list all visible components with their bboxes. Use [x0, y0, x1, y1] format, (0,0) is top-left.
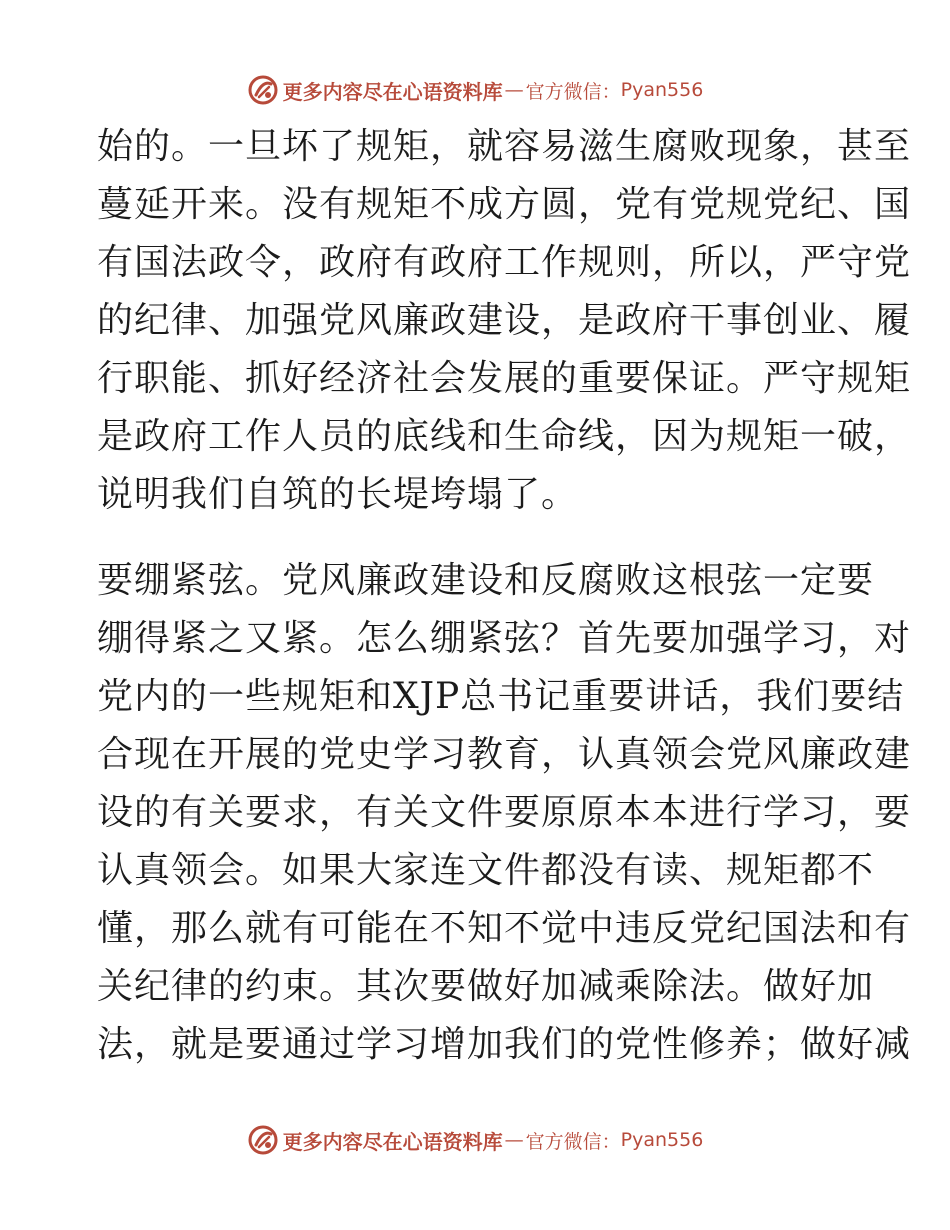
text-line: 懂，那么就有可能在不知不觉中违反党纪国法和有 [97, 908, 912, 949]
text-line: 设的有关要求，有关文件要原原本本进行学习，要 [97, 792, 912, 833]
text-line: 认真领会。如果大家连文件都没有读、规矩都不 [97, 850, 875, 891]
text-line: 的纪律、加强党风廉政建设，是政府干事创业、履 [97, 300, 912, 341]
footer-brand-text: 更多内容尽在心语资料库 [282, 1129, 503, 1154]
header-wechat-label: 官方微信： [525, 80, 621, 103]
paragraph-gap [97, 524, 857, 552]
red-seal-logo-icon [247, 74, 279, 106]
text-line: 有国法政令，政府有政府工作规则，所以，严守党 [97, 242, 912, 283]
header-wechat-handle: Pyan556 [620, 79, 704, 101]
text-line: 要绷紧弦。党风廉政建设和反腐败这根弦一定要 [97, 560, 875, 601]
footer-dash: — [504, 1129, 524, 1151]
text-line: 关纪律的约束。其次要做好加减乘除法。做好加 [97, 966, 875, 1007]
footer-wechat-label: 官方微信： [525, 1130, 621, 1153]
text-line: 法，就是要通过学习增加我们的党性修养；做好减 [97, 1024, 912, 1065]
text-line: 合现在开展的党史学习教育，认真领会党风廉政建 [97, 734, 912, 775]
text-line: 始的。一旦坏了规矩，就容易滋生腐败现象，甚至 [97, 126, 912, 167]
text-line: 绷得紧之又紧。怎么绷紧弦？首先要加强学习，对 [97, 618, 912, 659]
header-brand-text: 更多内容尽在心语资料库 [282, 79, 503, 104]
paragraph-2 [97, 552, 912, 1074]
text-line: 是政府工作人员的底线和生命线，因为规矩一破， [97, 416, 912, 457]
footer-wechat-handle: Pyan556 [620, 1129, 704, 1151]
document-body [97, 118, 912, 1074]
text-line: 蔓延开来。没有规矩不成方圆，党有党规党纪、国 [97, 184, 912, 225]
text-line: 党内的一些规矩和XJP总书记重要讲话，我们要结 [97, 676, 905, 717]
footer-banner [0, 1120, 950, 1160]
paragraph-1 [97, 118, 912, 524]
text-line: 行职能、抓好经济社会发展的重要保证。严守规矩 [97, 358, 912, 399]
red-seal-logo-icon [247, 1124, 279, 1156]
header-banner [0, 70, 950, 110]
text-line: 说明我们自筑的长堤垮塌了。 [97, 474, 579, 515]
header-dash: — [504, 79, 524, 101]
